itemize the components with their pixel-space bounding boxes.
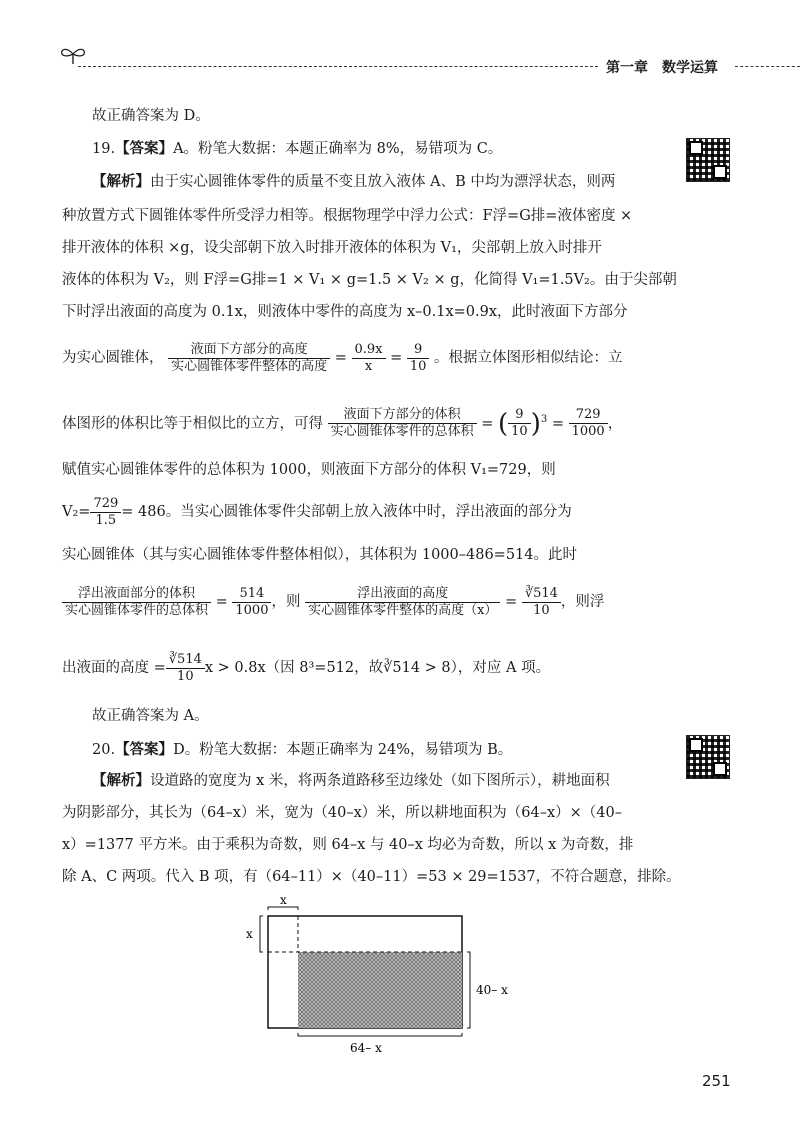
fraction-denominator: 1000 (571, 424, 605, 440)
a19-line-11 (62, 580, 604, 624)
fraction-9-over-10-cubed (508, 407, 531, 440)
header-rule-right (735, 66, 800, 67)
fraction-cuberoot-514-over-10 (166, 652, 205, 685)
cultivated-area (298, 952, 462, 1028)
a19-text-6b: 。根据立体图形相似结论：立 (434, 350, 623, 366)
a20-line-4: 除 A、C 两项。代入 B 项，有（64–11）×（40–11）=53 × 29=1537，不符合题意，排除。 (62, 869, 681, 885)
a19-line-1 (92, 172, 615, 192)
fraction-denominator: 10 (511, 424, 528, 440)
fraction-denominator: 1000 (235, 602, 269, 618)
a20-line-2: 为阴影部分，其长为（64–x）米，宽为（40–x）米，所以耕地面积为（64–x）×（40– (62, 805, 622, 821)
fraction-height-ratio (168, 342, 330, 375)
a19-line-4: 液体的体积为 V₂，则 F浮=G排=1 × V₁ × g=1.5 × V₂ × g，化简得 V₁=1.5V₂。由于尖部朝 (62, 272, 677, 288)
fraction-denominator: 实心圆锥体零件整体的高度 (171, 358, 328, 374)
equals-sign: = (481, 415, 494, 432)
a19-text-12a: 出液面的高度 = (62, 660, 166, 676)
fraction-729-over-1.5 (90, 496, 121, 529)
a19-line-7 (62, 400, 622, 444)
fraction-0.9x-over-x (352, 342, 386, 375)
answer-line-18: 故正确答案为 D。 (92, 108, 210, 124)
fraction-numerator: 浮出液面部分的体积 (62, 586, 211, 603)
equals-sign: = (551, 415, 564, 432)
comma: ， (607, 415, 623, 432)
fraction-9-over-10 (407, 342, 430, 375)
fraction-floating-volume (62, 586, 211, 619)
fraction-numerator: 729 (569, 407, 608, 424)
road-diagram (230, 893, 508, 1066)
header-rule (78, 66, 598, 67)
a20-line-3: x）=1377 平方米。由于乘积为奇数，则 64–x 与 40–x 均必为奇数，所以 x 为奇数，排 (62, 837, 634, 853)
label-bottom: 64– x (350, 1041, 382, 1055)
fraction-numerator: 9 (508, 407, 531, 424)
fraction-numerator: 514 (232, 586, 271, 603)
fraction-numerator: 液面下方部分的体积 (328, 407, 477, 424)
brace-right (467, 952, 470, 1028)
q19-number: 19. (92, 141, 116, 157)
fraction-numerator: 0.9x (352, 342, 386, 359)
label-right: 40– x (476, 983, 508, 997)
fraction-514-over-1000 (232, 586, 271, 619)
fraction-denominator: x (364, 358, 373, 374)
a19-line-2: 种放置方式下圆锥体零件所受浮力相等。根据物理学中浮力公式：F浮=G排=液体密度 × (62, 208, 633, 224)
a19-line-8: 赋值实心圆锥体零件的总体积为 1000，则液面下方部分的体积 V₁=729，则 (62, 462, 556, 478)
a20-text-1: 设道路的宽度为 x 米，将两条道路移至边缘处（如下图所示），耕地面积 (150, 773, 610, 789)
fraction-denominator: 实心圆锥体零件整体的高度（x） (308, 602, 498, 618)
fraction-denominator: 实心圆锥体零件的总体积 (65, 602, 209, 618)
chapter-title: 第一章 数学运算 (606, 60, 718, 76)
fraction-cuberoot-514-over-10 (522, 586, 561, 619)
brace-bottom (298, 1033, 462, 1036)
equals-sign: = (390, 350, 403, 366)
a19-text-12b: x > 0.8x（因 8³=512，故∛514 > 8），对应 A 项。 (204, 660, 551, 676)
a20-line-1 (92, 771, 610, 791)
brace-top (268, 907, 298, 910)
a19-analysis-tag: 【解析】 (92, 173, 150, 190)
equals-sign: = (334, 350, 347, 366)
sprout-icon (58, 42, 88, 66)
a19-text-9b: = 486。当实心圆锥体零件尖部朝上放入液体中时，浮出液面的部分为 (121, 504, 572, 520)
a19-line-6 (62, 338, 623, 378)
q19-answer-tag: 【答案】 (115, 140, 174, 157)
a20-analysis-tag: 【解析】 (92, 772, 150, 789)
equals-sign: = (505, 594, 518, 610)
fraction-numerator: 9 (407, 342, 430, 359)
a19-line-10: 实心圆锥体（其与实心圆锥体零件整体相似），其体积为 1000–486=514。此时 (62, 547, 578, 563)
fraction-denominator: 10 (533, 602, 550, 618)
q19-answer (92, 139, 502, 159)
fraction-volume-ratio (328, 407, 477, 440)
fraction-numerator: 729 (90, 496, 121, 513)
q20-answer-text: D。粉笔大数据：本题正确率为 24%，易错项为 B。 (173, 742, 513, 758)
fraction-numerator: 液面下方部分的高度 (168, 342, 330, 359)
q19-answer-text: A。粉笔大数据：本题正确率为 8%，易错项为 C。 (173, 141, 503, 157)
exponent: 3 (540, 414, 548, 425)
a19-line-9 (62, 492, 572, 532)
equals-sign: = (215, 594, 228, 610)
a19-text-1: 由于实心圆锥体零件的质量不变且放入液体 A、B 中均为漂浮状态，则两 (150, 174, 616, 190)
a19-line-5: 下时浮出液面的高度为 0.1x，则液体中零件的高度为 x–0.1x=0.9x，此时液面下方部分 (62, 304, 628, 320)
fraction-denominator: 1.5 (95, 512, 117, 528)
a19-text-11a: ，则 (271, 594, 301, 610)
fraction-729-over-1000 (569, 407, 608, 440)
q20-answer (92, 740, 512, 760)
qr-code-19[interactable] (686, 138, 730, 182)
label-top-x: x (280, 893, 287, 907)
fraction-numerator: ∛514 (522, 586, 561, 603)
fraction-denominator: 实心圆锥体零件的总体积 (330, 424, 474, 440)
a19-text-11b: ，则浮 (560, 594, 605, 610)
a19-line-12 (62, 646, 550, 690)
fraction-denominator: 10 (409, 358, 427, 374)
a19-line-3: 排开液体的体积 ×g，设尖部朝下放入时排开液体的体积为 V₁，尖部朝上放入时排开 (62, 240, 602, 256)
fraction-numerator: ∛514 (166, 652, 205, 669)
qr-code-20[interactable] (686, 735, 730, 779)
fraction-floating-height (305, 586, 500, 619)
fraction-numerator: 浮出液面的高度 (305, 586, 500, 603)
brace-left (260, 916, 263, 952)
q20-number: 20. (92, 742, 116, 758)
a19-text-9a: V₂= (62, 504, 91, 520)
q20-answer-tag: 【答案】 (115, 741, 174, 758)
paren-close: ) (530, 408, 541, 439)
page-number: 251 (702, 1072, 731, 1090)
answer-line-19: 故正确答案为 A。 (92, 708, 209, 724)
a19-text-7a: 体图形的体积比等于相似比的立方，可得 (62, 415, 323, 432)
a19-text-6a: 为实心圆锥体， (62, 350, 164, 366)
label-left-x: x (246, 927, 253, 941)
paren-open: ( (498, 408, 509, 439)
fraction-denominator: 10 (177, 668, 194, 684)
